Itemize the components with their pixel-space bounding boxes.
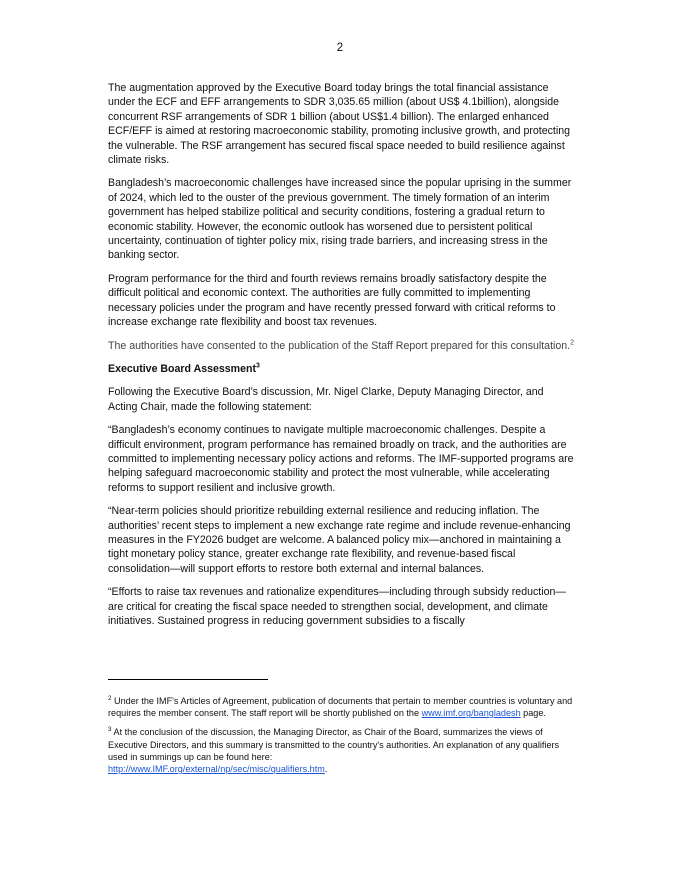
footnote-divider bbox=[108, 679, 268, 680]
footnote-3-marker: 3 bbox=[108, 726, 112, 734]
publication-consent-text: The authorities have consented to the publication of the Staff Report prepared for this consultation. bbox=[108, 339, 571, 352]
footnotes bbox=[108, 695, 574, 782]
paragraph-statement-intro: Following the Executive Board’s discussion, Mr. Nigel Clarke, Deputy Managing Director, and Acting Chair, made the following statement: bbox=[108, 386, 544, 413]
paragraph-augmentation: The augmentation approved by the Executive Board today brings the total financial assistance under the ECF and EFF arrangements to SDR 3,035.65 million (about US$ 4.1billion), alongside concurrent RSF arrangements of SDR 1 billion (about US$1.4 billion). The enlarged enhanced ECF/EFF is aimed at restoring macroeconomic stability, promoting inclusive growth, and protecting the vulnerable. The RSF arrangement has secured fiscal space needed to build resilience against climate risks. bbox=[108, 82, 570, 167]
footnote-2-after: page. bbox=[520, 708, 546, 719]
footnote-ref-3[interactable]: 3 bbox=[256, 362, 260, 370]
paragraph-quote-tax-revenues: “Efforts to raise tax revenues and rationalize expenditures—including through subsidy reduction—are critical for creating the fiscal space needed to strengthen social, development, and climate initiatives. Sustained progress in reducing government subsidies to a fiscally bbox=[108, 586, 566, 627]
qualifiers-link[interactable]: http://www.IMF.org/external/np/sec/misc/qualifiers.htm bbox=[108, 764, 325, 775]
page-number: 2 bbox=[336, 42, 344, 54]
footnote-2 bbox=[108, 695, 574, 719]
footnote-2-marker: 2 bbox=[108, 694, 112, 702]
footnote-3-after: . bbox=[324, 764, 328, 775]
paragraph-program-performance: Program performance for the third and fourth reviews remains broadly satisfactory despite the difficult political and economic context. The authorities are fully committed to implementing necessary policies under the program and have recently pressed forward with critical reforms to increase exchange rate flexibility and boost tax revenues. bbox=[108, 272, 556, 329]
footnote-3 bbox=[108, 726, 574, 775]
imf-bangladesh-link[interactable]: www.imf.org/bangladesh bbox=[421, 708, 521, 719]
paragraph-publication-consent bbox=[108, 339, 574, 353]
paragraph-quote-near-term: “Near-term policies should prioritize rebuilding external resilience and reducing inflation. The authorities’ recent steps to implement a new exchange rate regime and include revenue-enhancing measures in the FY2026 budget are welcome. A balanced policy mix—anchored in maintaining a tight monetary policy stance, greater exchange rate flexibility, and revenue-based fiscal consolidation—will support efforts to restore both external and internal balances. bbox=[108, 505, 571, 575]
paragraph-macro-challenges: Bangladesh’s macroeconomic challenges have increased since the popular uprising in the summer of 2024, which led to the ouster of the previous government. The timely formation of an interim government has helped stabilize political and security conditions, fostering a gradual return to economic stability. However, the economic outlook has worsened due to persistent political uncertainty, continuation of tighter policy mix, rising trade barriers, and increasing stress in the banking sector. bbox=[108, 177, 572, 262]
footnote-ref-2[interactable]: 2 bbox=[570, 338, 575, 346]
footnote-3-text: At the conclusion of the discussion, the Managing Director, as Chair of the Board, summarizes the views of Executive Directors, and this summary is transmitted to the country's authorities. An explanation of any qualifiers used in summings up can be found here: bbox=[108, 727, 560, 762]
section-heading-text: Executive Board Assessment bbox=[108, 362, 256, 375]
footnote-2-text: Under the IMF's Articles of Agreement, publication of documents that pertain to member countries is voluntary and requires the member consent. The staff report will be shortly published on the bbox=[108, 696, 573, 719]
document-body bbox=[108, 81, 574, 637]
paragraph-quote-economy: “Bangladesh’s economy continues to navigate multiple macroeconomic challenges. Despite a difficult environment, program performance has remained broadly on track, and the authorities are committed to implementing necessary policy actions and reforms. The IMF-supported programs are helping safeguard macroeconomic stability and protect the most vulnerable, while accelerating reforms to support resilient and inclusive growth. bbox=[108, 424, 574, 494]
section-heading bbox=[108, 362, 574, 376]
